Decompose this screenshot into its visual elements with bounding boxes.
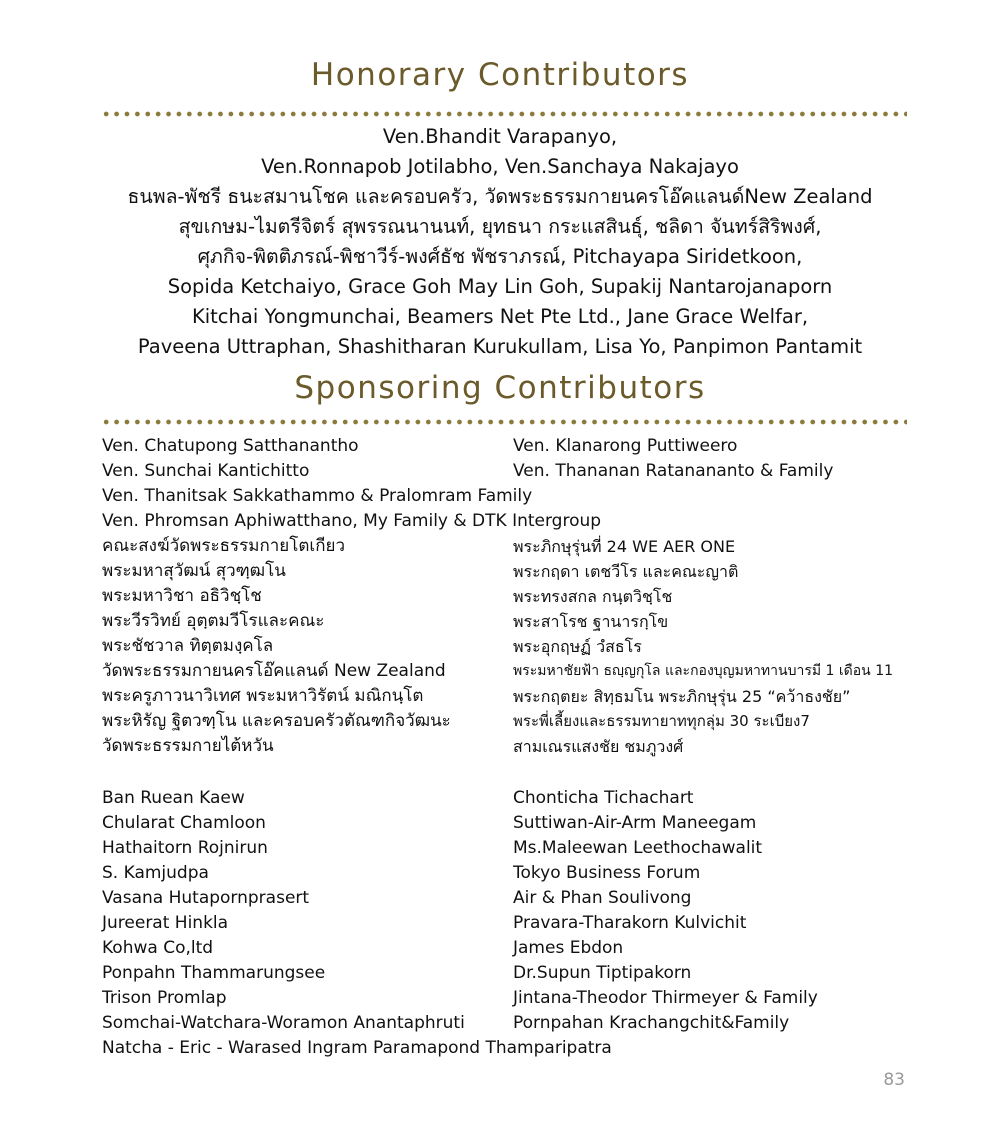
sponsoring-names-right-column <box>513 786 818 1036</box>
honorary-line: ศุภกิจ-พิตติภรณ์-พิชาวีร์-พงศ์ธัช พัชราภรณ์, Pitchayapa Siridetkoon, <box>197 245 803 268</box>
sponsor-name: S. Kamjudpa <box>102 863 209 883</box>
sponsor-name: พระภิกษุรุ่นที่ 24 WE AER ONE <box>513 537 736 556</box>
sponsor-name: พระสาโรช ฐานารกฺโข <box>513 612 669 631</box>
sponsor-name: Ponpahn Thammarungsee <box>102 963 326 983</box>
sponsor-name: Somchai-Watchara-Woramon Anantaphruti <box>102 1013 465 1033</box>
honorary-dotted-divider <box>101 110 907 118</box>
honorary-list <box>0 122 1000 362</box>
sponsor-name: Pravara-Tharakorn Kulvichit <box>513 913 747 933</box>
honorary-line: Ven.Bhandit Varapanyo, <box>382 125 618 148</box>
sponsor-name: Chonticha Tichachart <box>513 788 694 808</box>
honorary-title: Honorary Contributors <box>310 57 690 93</box>
sponsor-name: Ban Ruean Kaew <box>102 788 245 808</box>
sponsor-name: พระมหาชัยฟ้า ธญฺญกุโล และกองบุญมหาทานบารมี 1 เดือน 11 <box>513 663 894 679</box>
honorary-line: Paveena Uttraphan, Shashitharan Kurukullam, Lisa Yo, Panpimon Pantamit <box>137 335 863 358</box>
sponsor-name: วัดพระธรรมกายไต้หวัน <box>102 736 274 756</box>
sponsor-name: Kohwa Co,ltd <box>102 938 214 958</box>
sponsor-name: พระทรงสกล กนฺตวิชฺโช <box>513 587 673 606</box>
sponsor-name: Dr.Supun Tiptipakorn <box>513 963 692 983</box>
sponsoring-dotted-divider <box>101 418 907 426</box>
honorary-line: Ven.Ronnapob Jotilabho, Ven.Sanchaya Nakajayo <box>261 155 739 178</box>
sponsoring-names-left-column <box>102 786 465 1036</box>
sponsor-name: Pornpahan Krachangchit&Family <box>513 1013 790 1033</box>
sponsor-name: พระอุกฤษฏ์ วํสธโร <box>513 637 642 656</box>
sponsor-name: Chularat Chamloon <box>102 813 266 833</box>
sponsor-last-row: Natcha - Eric - Warased Ingram Paramapond Thamparipatra <box>102 1038 612 1058</box>
sponsor-name: Jintana-Theodor Thirmeyer & Family <box>513 988 818 1008</box>
sponsor-name: James Ebdon <box>513 938 624 958</box>
sponsor-name: สามเณรแสงชัย ชมภูวงศ์ <box>513 737 684 756</box>
sponsor-name: พระกฤดา เตชวีโร และคณะญาติ <box>513 562 739 581</box>
sponsor-name: Ven. Chatupong Satthanantho <box>102 436 359 456</box>
page-number: 83 <box>883 1070 905 1090</box>
sponsor-name: พระกฤตยะ สิทฺธมโน พระภิกษุรุ่น 25 “คว้าธงชัย” <box>513 687 851 706</box>
sponsor-name: พระหิรัญ ฐิตวฑฺโน และครอบครัวตัณฑกิจวัฒนะ <box>102 711 451 731</box>
sponsor-name: พระชัชวาล ทิตฺตมงฺคโล <box>102 636 274 656</box>
sponsor-name: พระมหาสุวัฒน์ สุวฑฺฒโน <box>102 561 286 581</box>
sponsor-name: Trison Promlap <box>102 988 227 1008</box>
sponsoring-top-right-column <box>513 434 833 484</box>
sponsor-name: Air & Phan Soulivong <box>513 888 692 908</box>
sponsor-name: พระวีรวิทย์ อุตฺตมวีโรและคณะ <box>102 611 325 631</box>
sponsor-name: Suttiwan-Air-Arm Maneegam <box>513 813 757 833</box>
honorary-line: สุขเกษม-ไมตรีจิตร์ สุพรรณนานนท์, ยุทธนา กระแสสินธุ์, ชลิดา จันทร์สิริพงศ์, <box>178 215 822 238</box>
sponsoring-thai-right-column <box>513 534 893 759</box>
sponsor-name: วัดพระธรรมกายนครโอ๊คแลนด์ New Zealand <box>102 661 446 681</box>
sponsor-name: Ven. Klanarong Puttiweero <box>513 436 738 456</box>
sponsoring-top-left-column <box>102 434 359 484</box>
sponsor-name: Tokyo Business Forum <box>513 863 701 883</box>
sponsor-name: Vasana Hutapornprasert <box>102 888 310 908</box>
sponsor-name: คณะสงฆ์วัดพระธรรมกายโตเกียว <box>102 536 346 556</box>
sponsor-name: Ven. Thananan Ratanananto & Family <box>513 461 834 481</box>
sponsoring-thai-left-column <box>102 534 451 759</box>
sponsor-name: Jureerat Hinkla <box>102 913 229 933</box>
sponsor-name: Ms.Maleewan Leethochawalit <box>513 838 763 858</box>
sponsor-full-row: Ven. Thanitsak Sakkathammo & Pralomram Family <box>102 486 533 506</box>
sponsor-name: พระมหาวิชา อธิวิชฺโช <box>102 586 262 606</box>
honorary-line: Sopida Ketchaiyo, Grace Goh May Lin Goh, Supakij Nantarojanaporn <box>167 275 833 298</box>
honorary-line: ธนพล-พัชรี ธนะสมานโชค และครอบครัว, วัดพระธรรมกายนครโอ๊คแลนด์New Zealand <box>127 185 873 208</box>
sponsor-name: พระพี่เลี้ยงและธรรมทายาททุกลุ่ม 30 ระเบียง7 <box>513 712 810 730</box>
sponsor-name: Ven. Sunchai Kantichitto <box>102 461 310 481</box>
honorary-line: Kitchai Yongmunchai, Beamers Net Pte Ltd., Jane Grace Welfar, <box>191 305 809 328</box>
sponsor-name: พระครูภาวนาวิเทศ พระมหาวิรัตน์ มณิกนฺโต <box>102 686 424 706</box>
sponsor-name: Hathaitorn Rojnirun <box>102 838 268 858</box>
sponsor-full-row: Ven. Phromsan Aphiwatthano, My Family & DTK Intergroup <box>102 511 602 531</box>
sponsoring-title: Sponsoring Contributors <box>294 370 706 406</box>
